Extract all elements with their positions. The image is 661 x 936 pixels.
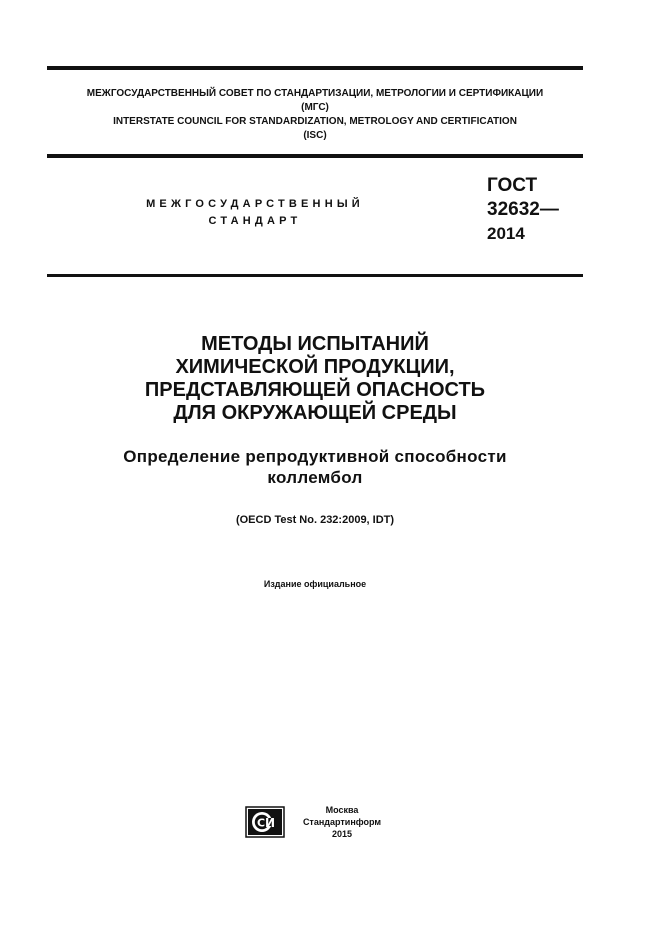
designation-number: 32632— [487,199,559,220]
top-rule [47,66,583,70]
document-title [47,333,583,425]
designation-prefix: ГОСТ [487,175,538,196]
standard-kind [110,196,400,230]
svg-text:И: И [265,816,276,830]
title-line-2: ХИМИЧЕСКОЙ ПРОДУКЦИИ, [175,356,455,378]
oecd-reference: (OECD Test No. 232:2009, IDT) [235,514,395,526]
subtitle-line-1: Определение репродуктивной способности [123,447,507,466]
standard-kind-line1: МЕЖГОСУДАРСТВЕННЫЙ [146,198,364,210]
middle-rule [47,154,583,158]
council-abbr-en: (ISC) [303,130,327,141]
council-abbr-ru: (МГС) [301,102,329,113]
edition-label: Издание официальное [263,579,367,589]
council-name-en: INTERSTATE COUNCIL FOR STANDARDIZATION, METROLOGY AND CERTIFICATION [113,116,517,127]
standard-kind-line2: СТАНДАРТ [208,215,302,227]
council-name-ru: МЕЖГОСУДАРСТВЕННЫЙ СОВЕТ ПО СТАНДАРТИЗАЦИИ, МЕТРОЛОГИИ И СЕРТИФИКАЦИИ [86,88,544,99]
title-line-4: ДЛЯ ОКРУЖАЮЩЕЙ СРЕДЫ [173,402,457,424]
bottom-rule [47,274,583,277]
publisher-city: Москва [325,805,359,815]
designation-year: 2014 [487,224,525,243]
standartinform-logo-icon [245,806,285,838]
title-line-3: ПРЕДСТАВЛЯЮЩЕЙ ОПАСНОСТЬ [144,379,486,401]
publisher-year: 2015 [331,829,353,839]
title-line-1: МЕТОДЫ ИСПЫТАНИЙ [201,333,429,355]
standard-designation [487,174,559,246]
svg-text:С: С [257,816,266,830]
document-subtitle [47,446,583,488]
publisher-name: Стандартинформ [302,817,382,827]
council-header [47,87,583,143]
subtitle-line-2: коллембол [267,468,363,487]
publisher-block [292,804,392,840]
